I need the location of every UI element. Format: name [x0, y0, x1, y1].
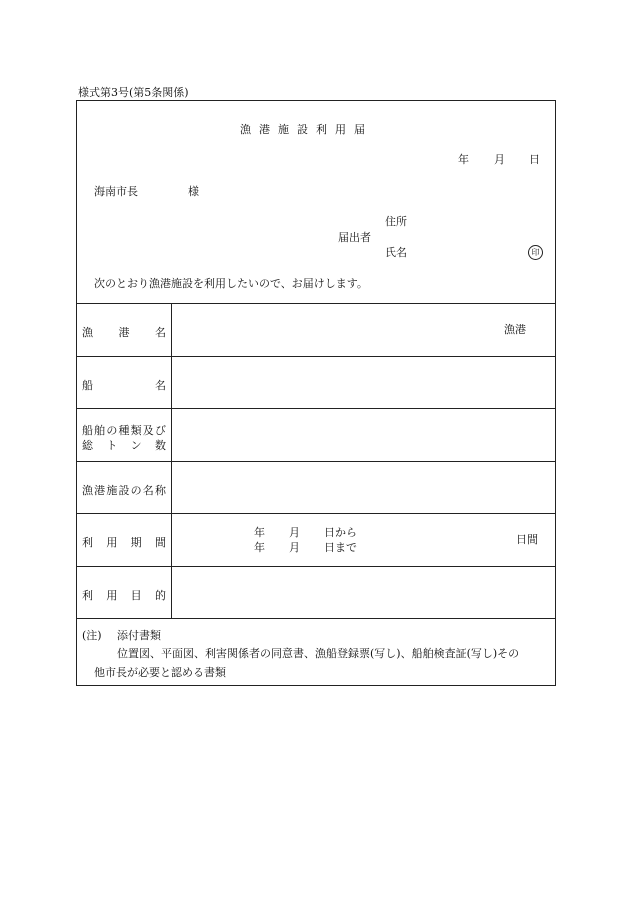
date-year-label: 年 — [458, 153, 469, 166]
seal-icon: 印 — [528, 245, 543, 260]
address-label: 住所 — [385, 215, 407, 228]
date-day-label: 日 — [529, 153, 540, 166]
period-days-suffix: 日間 — [516, 533, 538, 546]
notes-line-1: 位置図、平面図、利害関係者の同意書、漁船登録票(写し)、船舶検査証(写し)その — [117, 647, 520, 660]
row-divider — [76, 356, 556, 357]
row-label-fishing-port: 漁 港 名 — [82, 326, 166, 339]
row-label-facility-name: 漁 港 施 設 の 名 称 — [82, 484, 166, 497]
row-divider — [76, 408, 556, 409]
row-divider — [76, 461, 556, 462]
row-divider — [76, 566, 556, 567]
name-label: 氏名 — [385, 246, 407, 259]
period-start-year: 年 — [254, 526, 265, 539]
row-divider — [76, 618, 556, 619]
fishing-port-suffix: 漁港 — [504, 323, 526, 336]
column-divider — [171, 303, 172, 618]
date-month-label: 月 — [494, 153, 505, 166]
notes-line-2: 他市長が必要と認める書類 — [94, 666, 226, 679]
row-label-ship-name: 船 名 — [82, 379, 166, 392]
row-divider — [76, 513, 556, 514]
row-label-usage-period: 利 用 期 間 — [82, 536, 166, 549]
notes-heading: 添付書類 — [117, 629, 161, 642]
section-divider — [76, 303, 556, 304]
row-label-ship-type-line1: 船 舶 の 種 類 及 び — [82, 424, 166, 437]
period-start-month: 月 — [289, 526, 300, 539]
notes-marker: (注) — [82, 629, 102, 642]
period-end-day: 日まで — [324, 541, 357, 554]
form-number-label: 様式第3号(第5条関係) — [78, 86, 189, 99]
period-end-month: 月 — [289, 541, 300, 554]
period-end-year: 年 — [254, 541, 265, 554]
addressee-name: 海南市長 — [94, 185, 138, 198]
applicant-label: 届出者 — [338, 231, 371, 244]
addressee-honorific: 様 — [188, 185, 199, 198]
row-label-usage-purpose: 利 用 目 的 — [82, 589, 166, 602]
period-start-day: 日から — [324, 526, 357, 539]
document-title: 漁港施設利用届 — [240, 123, 373, 136]
row-label-ship-type-line2: 総 ト ン 数 — [82, 439, 166, 452]
statement-text: 次のとおり漁港施設を利用したいので、お届けします。 — [94, 277, 368, 290]
